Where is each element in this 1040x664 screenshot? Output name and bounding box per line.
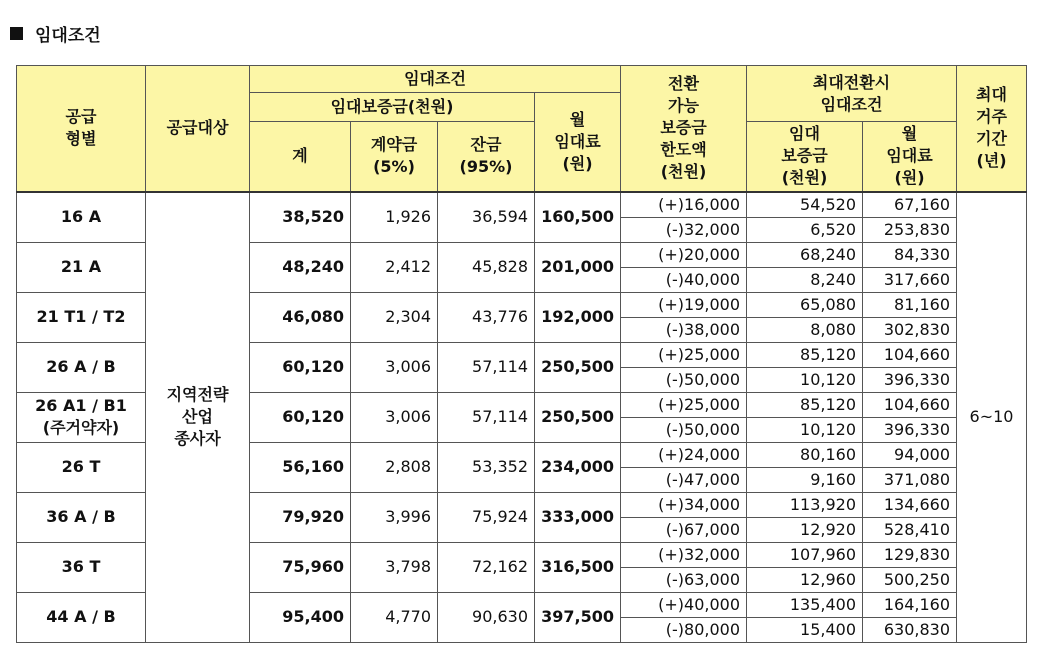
header-max-conversion: 최대전환시 임대조건 — [747, 66, 957, 122]
monthly-rent-cell: 160,500 — [535, 192, 621, 243]
max-monthly-cell: 164,160 — [863, 592, 957, 617]
convertible-limit-cell: (+)40,000 — [621, 592, 747, 617]
supply-type-label: 21 A — [60, 257, 102, 276]
section-title — [10, 20, 101, 46]
convertible-limit-cell: (+)34,000 — [621, 492, 747, 517]
max-deposit-cell: 68,240 — [747, 242, 863, 267]
max-monthly-cell: 81,160 — [863, 292, 957, 317]
max-monthly-cell: 371,080 — [863, 467, 957, 492]
max-deposit-cell: 54,520 — [747, 192, 863, 218]
supply-type-cell — [17, 292, 146, 342]
contract-deposit-cell: 3,996 — [351, 492, 438, 542]
contract-deposit-cell: 3,006 — [351, 392, 438, 442]
max-deposit-cell: 15,400 — [747, 617, 863, 642]
max-deposit-cell: 113,920 — [747, 492, 863, 517]
table-header — [17, 66, 1027, 192]
max-monthly-cell: 396,330 — [863, 417, 957, 442]
convertible-limit-cell: (-)63,000 — [621, 567, 747, 592]
max-monthly-cell: 396,330 — [863, 367, 957, 392]
header-supply-target: 공급대상 — [146, 66, 250, 192]
convertible-limit-cell: (-)50,000 — [621, 367, 747, 392]
convertible-limit-cell: (-)38,000 — [621, 317, 747, 342]
supply-type-cell — [17, 192, 146, 243]
max-monthly-cell: 94,000 — [863, 442, 957, 467]
max-deposit-cell: 85,120 — [747, 392, 863, 417]
max-monthly-cell: 253,830 — [863, 217, 957, 242]
contract-deposit-cell: 2,304 — [351, 292, 438, 342]
supply-type-label: 16 A — [60, 207, 102, 226]
supply-target-label: 종사자 — [174, 429, 221, 448]
supply-target-label: 산업 — [182, 407, 213, 426]
max-deposit-cell: 135,400 — [747, 592, 863, 617]
deposit-total-cell: 56,160 — [250, 442, 351, 492]
supply-type-label: 36 A / B — [46, 507, 116, 526]
supply-type-label: 26 A1 / B1 — [35, 396, 127, 415]
supply-type-label: 36 T — [61, 557, 101, 576]
convertible-limit-cell: (+)20,000 — [621, 242, 747, 267]
supply-type-label: 21 T1 / T2 — [36, 307, 126, 326]
max-monthly-cell: 67,160 — [863, 192, 957, 218]
deposit-total-cell: 75,960 — [250, 542, 351, 592]
deposit-total-cell: 60,120 — [250, 342, 351, 392]
max-deposit-cell: 107,960 — [747, 542, 863, 567]
header-rent-conditions: 임대조건 — [250, 66, 621, 93]
convertible-limit-cell: (-)67,000 — [621, 517, 747, 542]
convertible-limit-cell: (-)40,000 — [621, 267, 747, 292]
max-deposit-cell: 65,080 — [747, 292, 863, 317]
table-row — [17, 192, 1027, 218]
header-supply-type: 공급 형별 — [17, 66, 146, 192]
max-deposit-cell: 8,240 — [747, 267, 863, 292]
max-deposit-cell: 12,960 — [747, 567, 863, 592]
balance-cell: 45,828 — [438, 242, 535, 292]
convertible-limit-cell: (-)80,000 — [621, 617, 747, 642]
max-deposit-cell: 8,080 — [747, 317, 863, 342]
max-deposit-cell: 10,120 — [747, 417, 863, 442]
max-deposit-cell: 85,120 — [747, 342, 863, 367]
supply-type-cell — [17, 242, 146, 292]
header-max-period: 최대 거주 기간 (년) — [957, 66, 1027, 192]
max-monthly-cell: 104,660 — [863, 342, 957, 367]
monthly-rent-cell: 333,000 — [535, 492, 621, 542]
convertible-limit-cell: (+)25,000 — [621, 342, 747, 367]
convertible-limit-cell: (+)25,000 — [621, 392, 747, 417]
supply-type-cell — [17, 442, 146, 492]
balance-cell: 57,114 — [438, 342, 535, 392]
balance-cell: 75,924 — [438, 492, 535, 542]
header-convertible-limit: 전환 가능 보증금 한도액 (천원) — [621, 66, 747, 192]
supply-type-label: 44 A / B — [46, 607, 116, 626]
header-monthly-rent: 월 임대료 (원) — [535, 93, 621, 192]
table-body — [17, 192, 1027, 643]
contract-deposit-cell: 3,798 — [351, 542, 438, 592]
balance-cell: 72,162 — [438, 542, 535, 592]
max-period-cell: 6~10 — [957, 192, 1027, 643]
header-max-deposit: 임대 보증금 (천원) — [747, 122, 863, 192]
supply-type-cell — [17, 592, 146, 642]
deposit-total-cell: 60,120 — [250, 392, 351, 442]
contract-deposit-cell: 2,808 — [351, 442, 438, 492]
supply-type-cell — [17, 342, 146, 392]
monthly-rent-cell: 250,500 — [535, 392, 621, 442]
supply-type-cell — [17, 492, 146, 542]
max-deposit-cell: 6,520 — [747, 217, 863, 242]
max-monthly-cell: 630,830 — [863, 617, 957, 642]
balance-cell: 90,630 — [438, 592, 535, 642]
max-deposit-cell: 10,120 — [747, 367, 863, 392]
monthly-rent-cell: 201,000 — [535, 242, 621, 292]
supply-type-cell — [17, 392, 146, 442]
balance-cell: 43,776 — [438, 292, 535, 342]
convertible-limit-cell: (-)47,000 — [621, 467, 747, 492]
monthly-rent-cell: 316,500 — [535, 542, 621, 592]
max-monthly-cell: 129,830 — [863, 542, 957, 567]
contract-deposit-cell: 1,926 — [351, 192, 438, 243]
supply-type-label: 26 T — [61, 457, 101, 476]
max-monthly-cell: 84,330 — [863, 242, 957, 267]
header-balance: 잔금 (95%) — [438, 122, 535, 192]
convertible-limit-cell: (-)50,000 — [621, 417, 747, 442]
contract-deposit-cell: 3,006 — [351, 342, 438, 392]
max-monthly-cell: 317,660 — [863, 267, 957, 292]
max-deposit-cell: 9,160 — [747, 467, 863, 492]
deposit-total-cell: 79,920 — [250, 492, 351, 542]
max-deposit-cell: 80,160 — [747, 442, 863, 467]
max-monthly-cell: 104,660 — [863, 392, 957, 417]
max-monthly-cell: 528,410 — [863, 517, 957, 542]
supply-target-cell — [146, 192, 250, 643]
convertible-limit-cell: (+)19,000 — [621, 292, 747, 317]
convertible-limit-cell: (+)16,000 — [621, 192, 747, 218]
header-total: 계 — [250, 122, 351, 192]
square-bullet-icon — [10, 27, 23, 40]
header-contract: 계약금 (5%) — [351, 122, 438, 192]
deposit-total-cell: 48,240 — [250, 242, 351, 292]
balance-cell: 36,594 — [438, 192, 535, 243]
convertible-limit-cell: (+)32,000 — [621, 542, 747, 567]
supply-target-label: 지역전략 — [166, 385, 229, 404]
max-monthly-cell: 500,250 — [863, 567, 957, 592]
convertible-limit-cell: (+)24,000 — [621, 442, 747, 467]
monthly-rent-cell: 234,000 — [535, 442, 621, 492]
monthly-rent-cell: 250,500 — [535, 342, 621, 392]
deposit-total-cell: 38,520 — [250, 192, 351, 243]
deposit-total-cell: 46,080 — [250, 292, 351, 342]
rent-conditions-table — [16, 65, 1027, 643]
balance-cell: 57,114 — [438, 392, 535, 442]
convertible-limit-cell: (-)32,000 — [621, 217, 747, 242]
contract-deposit-cell: 2,412 — [351, 242, 438, 292]
monthly-rent-cell: 192,000 — [535, 292, 621, 342]
supply-type-label: 26 A / B — [46, 357, 116, 376]
supply-type-cell — [17, 542, 146, 592]
max-deposit-cell: 12,920 — [747, 517, 863, 542]
supply-type-label: (주거약자) — [42, 418, 120, 437]
max-monthly-cell: 302,830 — [863, 317, 957, 342]
deposit-total-cell: 95,400 — [250, 592, 351, 642]
header-deposit-group: 임대보증금(천원) — [250, 93, 535, 122]
max-monthly-cell: 134,660 — [863, 492, 957, 517]
contract-deposit-cell: 4,770 — [351, 592, 438, 642]
section-title-text: 임대조건 — [35, 25, 101, 46]
header-max-monthly: 월 임대료 (원) — [863, 122, 957, 192]
monthly-rent-cell: 397,500 — [535, 592, 621, 642]
balance-cell: 53,352 — [438, 442, 535, 492]
